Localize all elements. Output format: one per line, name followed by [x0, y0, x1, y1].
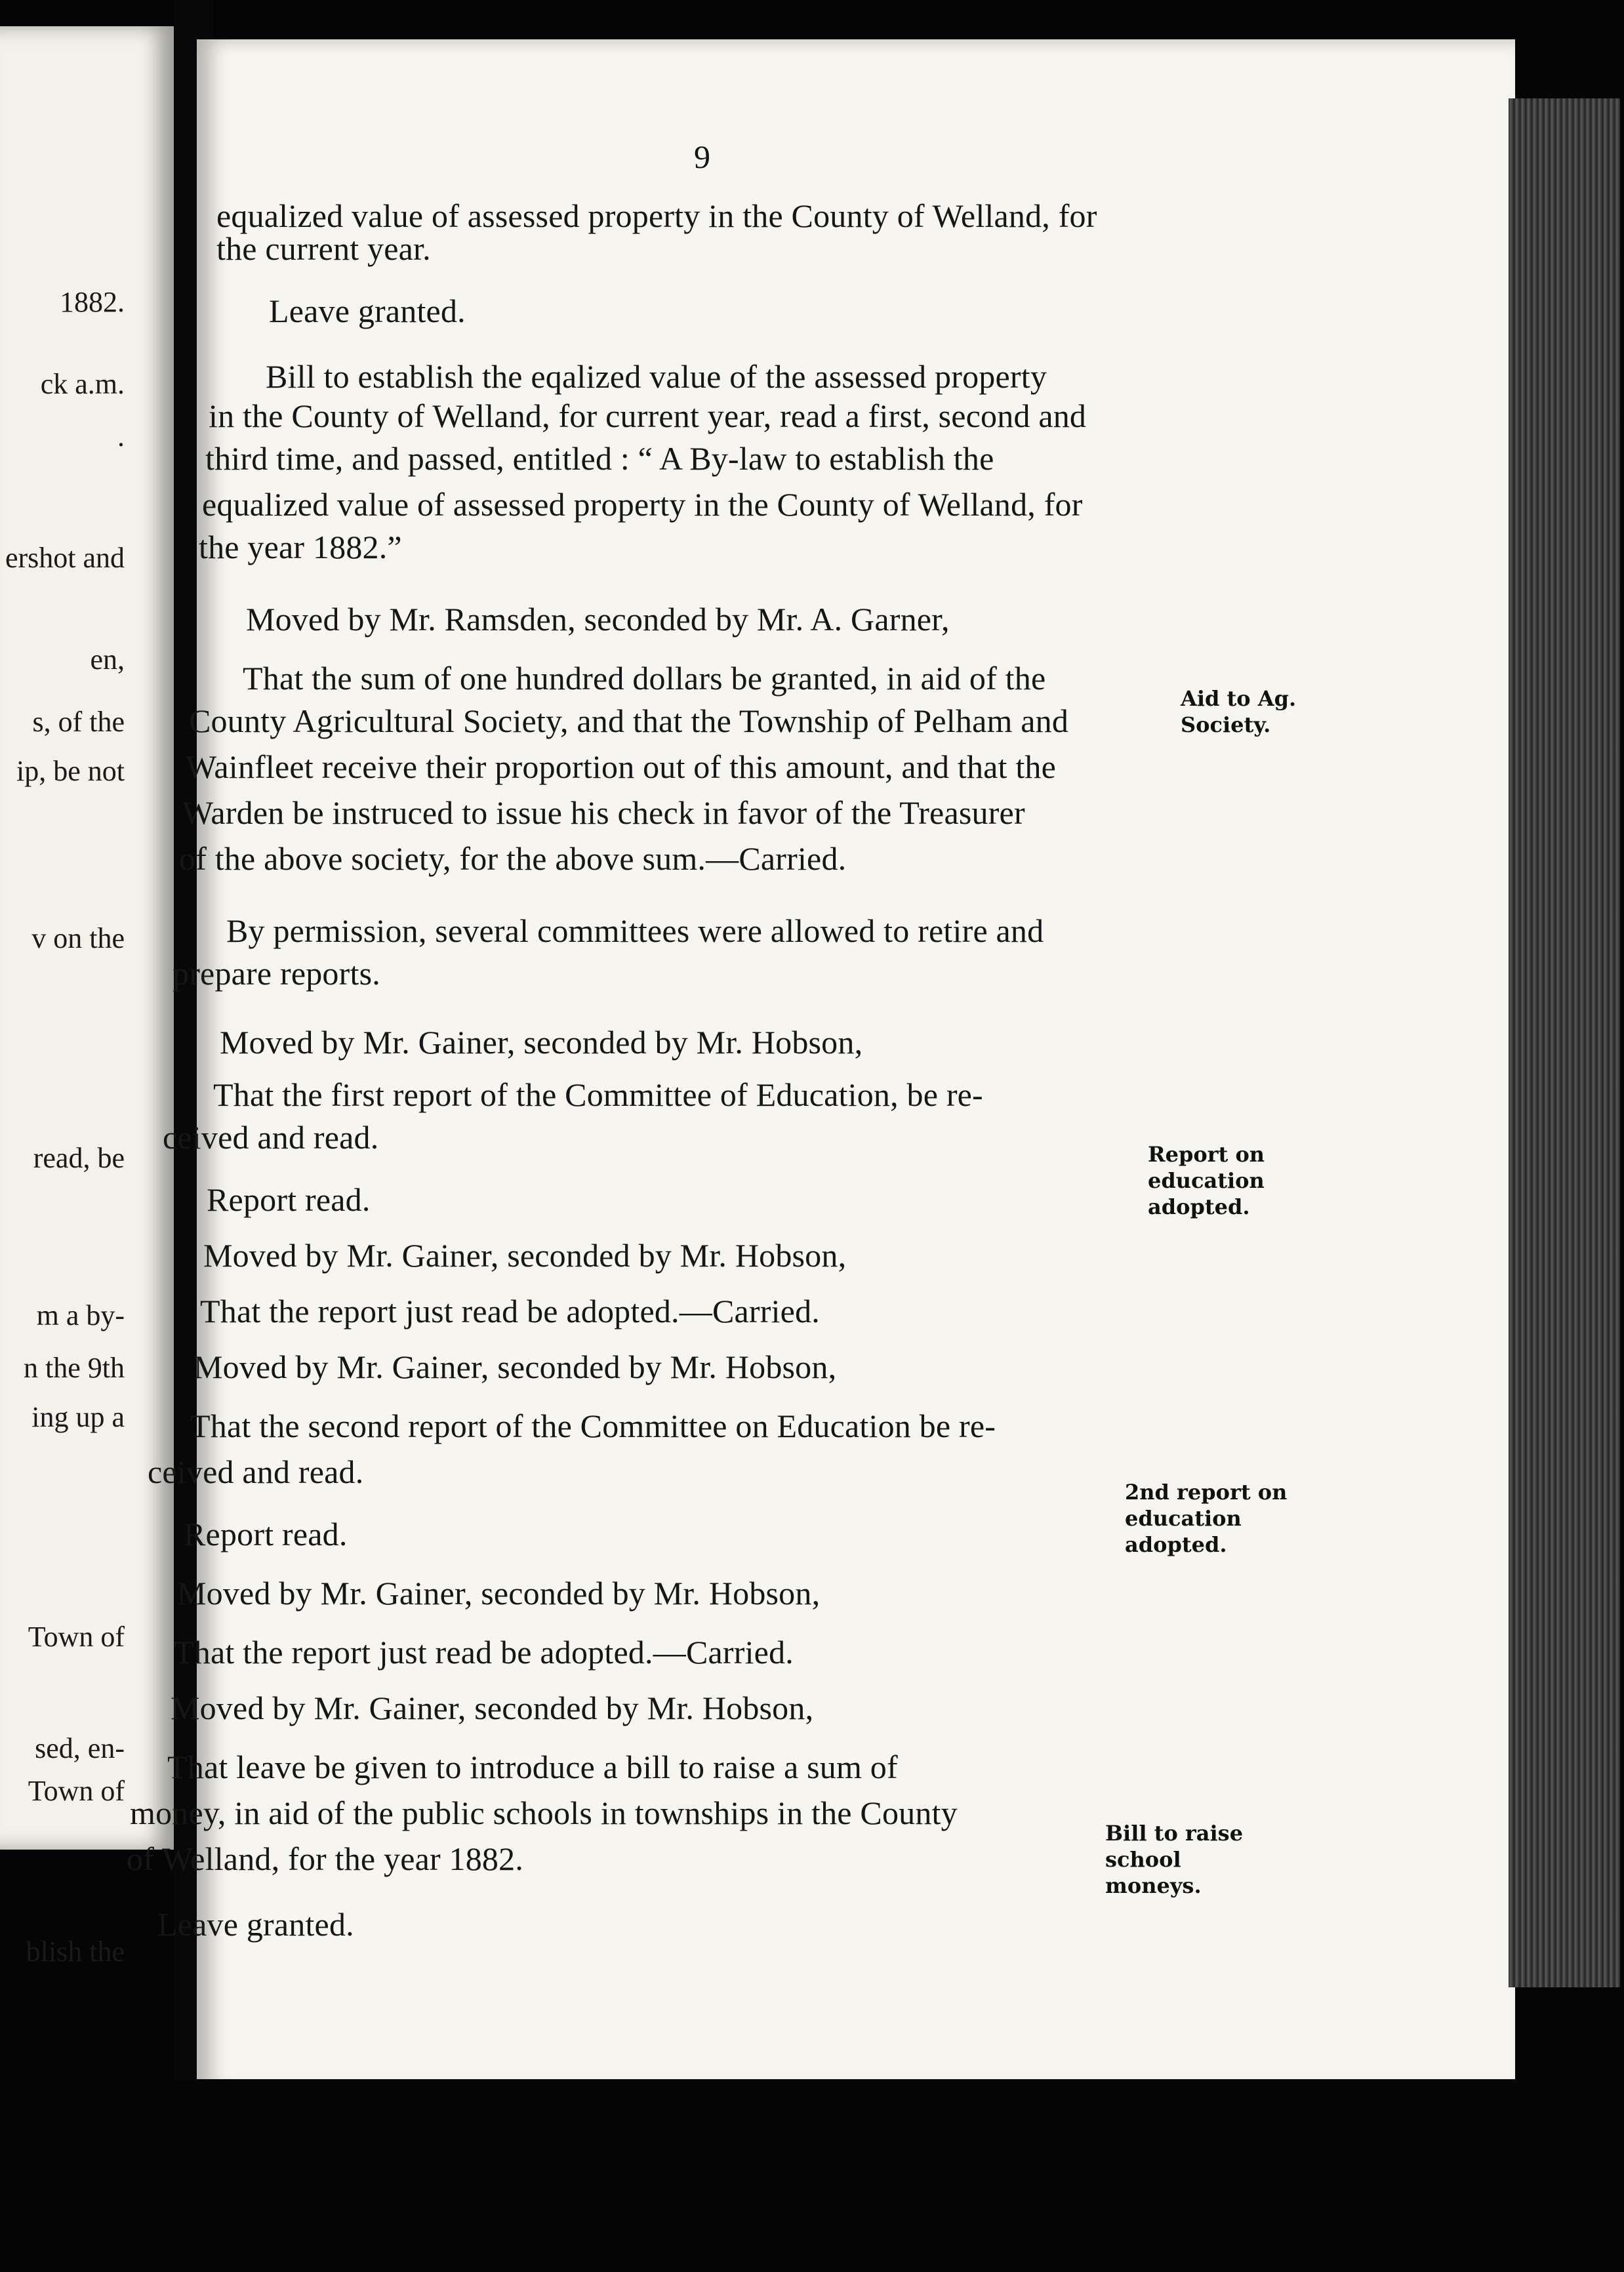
- body-line: Wainfleet receive their proportion out of this amount, and that the: [186, 748, 1057, 785]
- body-line: That the sum of one hundred dollars be granted, in aid of the: [243, 660, 1046, 697]
- body-line: Bill to establish the eqalized value of the assessed property: [266, 358, 1047, 395]
- body-line: Report read.: [207, 1181, 371, 1218]
- body-line: money, in aid of the public schools in townships in the County: [130, 1795, 958, 1831]
- body-line: Leave granted.: [157, 1906, 354, 1943]
- margin-note-bill-school-moneys: Bill to raise school moneys.: [1105, 1821, 1244, 1898]
- body-line: ceived and read.: [163, 1119, 379, 1156]
- body-line: Leave granted.: [269, 293, 466, 329]
- body-line: of the above society, for the above sum.—Carried.: [179, 840, 847, 877]
- body-line: Moved by Mr. Gainer, seconded by Mr. Hobson,: [203, 1237, 847, 1274]
- previous-page-fragment: ershot and: [5, 542, 125, 574]
- previous-page-fragment: s, of the: [32, 706, 125, 738]
- body-line: ceived and read.: [148, 1453, 364, 1490]
- previous-page-fragment: v on the: [31, 922, 125, 954]
- previous-page-fragment: blish the: [26, 1936, 125, 1968]
- page-number: 9: [694, 138, 710, 175]
- body-line: That the second report of the Committee on Education be re-: [190, 1408, 996, 1444]
- previous-page-fragment: ing up a: [31, 1401, 125, 1433]
- previous-page-fragment: en,: [90, 643, 125, 676]
- body-line: That the first report of the Committee of Education, be re-: [213, 1076, 983, 1113]
- body-line: prepare reports.: [173, 955, 380, 992]
- body-line: Moved by Mr. Ramsden, seconded by Mr. A. Garner,: [246, 601, 950, 638]
- margin-note-second-report-adopted: 2nd report on education adopted.: [1125, 1480, 1288, 1557]
- previous-page-fragment: sed, en-: [35, 1732, 125, 1764]
- previous-page-fragment: Town of: [28, 1775, 125, 1807]
- body-line: Warden be instruced to issue his check in favor of the Treasurer: [182, 794, 1025, 831]
- body-line: Moved by Mr. Gainer, seconded by Mr. Hobson,: [177, 1575, 821, 1612]
- body-line: the year 1882.”: [199, 529, 402, 565]
- body-line: That the report just read be adopted.—Carried.: [174, 1634, 794, 1671]
- body-line: County Agricultural Society, and that the Township of Pelham and: [189, 702, 1069, 739]
- previous-page-fragment: read, be: [33, 1142, 125, 1174]
- previous-page-fragment: ip, be not: [16, 755, 125, 787]
- body-line: That leave be given to introduce a bill to raise a sum of: [167, 1749, 898, 1785]
- previous-page: [0, 26, 177, 1968]
- body-line: That the report just read be adopted.—Carried.: [200, 1293, 820, 1329]
- body-line: Moved by Mr. Gainer, seconded by Mr. Hobson,: [220, 1024, 863, 1061]
- body-line: equalized value of assessed property in the County of Welland, for: [216, 197, 1097, 234]
- previous-page-fragment: m a by-: [36, 1299, 125, 1331]
- bottom-shadow: [112, 2079, 1522, 2272]
- body-line: equalized value of assessed property in the County of Welland, for: [202, 486, 1083, 523]
- previous-page-fragment: n the 9th: [24, 1352, 125, 1384]
- previous-page-fragment: .: [117, 420, 125, 453]
- body-line: Report read.: [184, 1516, 348, 1552]
- body-line: Moved by Mr. Gainer, seconded by Mr. Hobson,: [171, 1690, 814, 1726]
- previous-page-fragment: 1882.: [60, 286, 125, 318]
- previous-page-fragment: Town of: [28, 1621, 125, 1653]
- body-line: in the County of Welland, for current year, read a first, second and: [209, 397, 1087, 434]
- previous-page-fragment: ck a.m.: [40, 368, 125, 400]
- page-edges: [1509, 98, 1620, 1987]
- body-line: of Welland, for the year 1882.: [127, 1840, 524, 1877]
- body-line: third time, and passed, entitled : “ A By-law to establish the: [205, 440, 994, 477]
- body-line: Moved by Mr. Gainer, seconded by Mr. Hobson,: [193, 1349, 837, 1385]
- body-line: By permission, several committees were allowed to retire and: [226, 912, 1044, 949]
- margin-note-aid-to-society: Aid to Ag. Society.: [1181, 686, 1297, 737]
- margin-note-report-adopted: Report on education adopted.: [1148, 1142, 1265, 1219]
- body-line: the current year.: [216, 230, 431, 267]
